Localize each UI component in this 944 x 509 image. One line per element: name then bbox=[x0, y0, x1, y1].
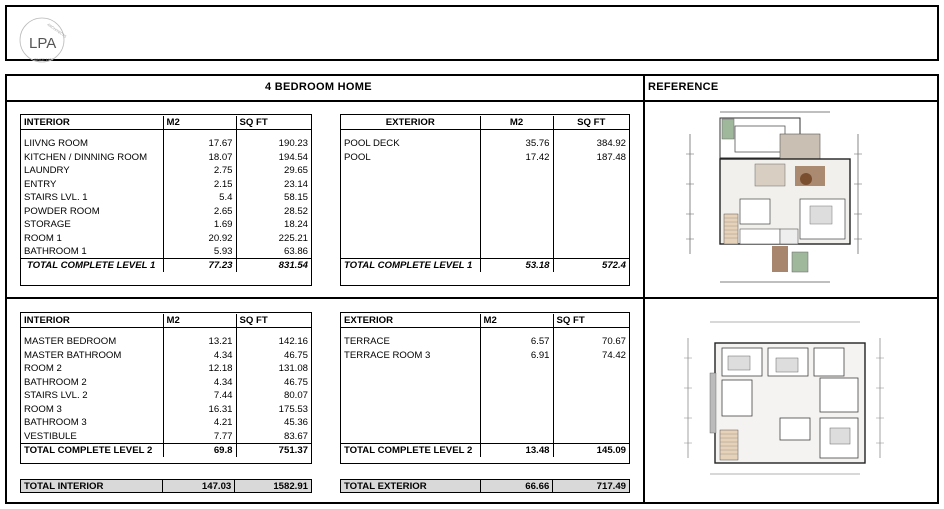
title-divider bbox=[5, 100, 939, 102]
page-title: 4 BEDROOM HOME bbox=[265, 81, 372, 93]
table-row: KITCHEN / DINNING ROOM 18.07 194.54 bbox=[21, 151, 311, 165]
level-divider bbox=[5, 297, 939, 299]
table-header bbox=[341, 314, 629, 327]
reference-divider bbox=[643, 74, 645, 504]
logo-since: SINCE 1987 bbox=[34, 58, 54, 62]
logo-initials: LPA bbox=[29, 35, 57, 52]
table-row: POOL 17.42 187.48 bbox=[341, 151, 629, 165]
table-row: BATHROOM 1 5.93 63.86 bbox=[21, 245, 311, 259]
table-row: POOL DECK 35.76 384.92 bbox=[341, 137, 629, 151]
table-row: TERRACE 6.57 70.67 bbox=[341, 335, 629, 349]
total-row: TOTAL COMPLETE LEVEL 1 53.18 572.4 bbox=[341, 259, 629, 273]
table-row: STAIRS LVL. 2 7.44 80.07 bbox=[21, 389, 311, 403]
total-interior-label: TOTAL INTERIOR bbox=[21, 480, 163, 493]
table-header bbox=[341, 116, 629, 129]
table-row: BATHROOM 3 4.21 45.36 bbox=[21, 416, 311, 430]
total-interior-m2: 147.03 bbox=[162, 480, 235, 493]
header-cell: SQ FT bbox=[553, 314, 629, 327]
lpa-logo bbox=[15, 13, 77, 67]
table-row: STAIRS LVL. 1 5.4 58.15 bbox=[21, 191, 311, 205]
total-exterior-m2: 66.66 bbox=[480, 480, 553, 493]
level1-exterior-table bbox=[341, 116, 629, 272]
header-cell: M2 bbox=[480, 314, 553, 327]
table-row: VESTIBULE 7.77 83.67 bbox=[21, 430, 311, 444]
logo-arc-text: ARCHITECTS bbox=[46, 22, 68, 39]
total-exterior-label: TOTAL EXTERIOR bbox=[341, 480, 481, 493]
table-row: LAUNDRY 2.75 29.65 bbox=[21, 164, 311, 178]
level2-interior-table bbox=[21, 314, 311, 457]
table-row: ROOM 3 16.31 175.53 bbox=[21, 403, 311, 417]
header-cell: M2 bbox=[480, 116, 553, 129]
table-row: ENTRY 2.15 23.14 bbox=[21, 178, 311, 192]
table-row: MASTER BEDROOM 13.21 142.16 bbox=[21, 335, 311, 349]
table-row: BATHROOM 2 4.34 46.75 bbox=[21, 376, 311, 390]
header-bar bbox=[5, 5, 939, 61]
table-row: STORAGE 1.69 18.24 bbox=[21, 218, 311, 232]
total-row: TOTAL COMPLETE LEVEL 2 13.48 145.09 bbox=[341, 443, 629, 457]
header-cell: EXTERIOR bbox=[341, 314, 480, 327]
table-row: TERRACE ROOM 3 6.91 74.42 bbox=[341, 349, 629, 363]
header-cell: SQ FT bbox=[553, 116, 629, 129]
table-row: POWDER ROOM 2.65 28.52 bbox=[21, 205, 311, 219]
total-row: TOTAL COMPLETE LEVEL 2 69.8 751.37 bbox=[21, 443, 311, 457]
total-exterior-bar bbox=[340, 479, 630, 493]
level1-floor-plan bbox=[680, 104, 870, 292]
level2-floor-plan bbox=[680, 318, 890, 478]
table-row: MASTER BATHROOM 4.34 46.75 bbox=[21, 349, 311, 363]
header-cell: INTERIOR bbox=[21, 314, 163, 327]
table-row: LIIVNG ROOM 17.67 190.23 bbox=[21, 137, 311, 151]
header-cell: EXTERIOR bbox=[341, 116, 480, 129]
table-row: ROOM 1 20.92 225.21 bbox=[21, 232, 311, 246]
level1-interior-table bbox=[21, 116, 311, 272]
header-cell: SQ FT bbox=[236, 314, 311, 327]
total-interior-sqft: 1582.91 bbox=[235, 480, 312, 493]
table-header bbox=[21, 116, 311, 129]
header-cell: M2 bbox=[163, 116, 236, 129]
header-cell: M2 bbox=[163, 314, 236, 327]
level2-exterior-table bbox=[341, 314, 629, 457]
total-row: TOTAL COMPLETE LEVEL 1 77.23 831.54 bbox=[21, 259, 311, 273]
header-cell: INTERIOR bbox=[21, 116, 163, 129]
total-interior-bar bbox=[20, 479, 312, 493]
header-cell: SQ FT bbox=[236, 116, 311, 129]
reference-title: REFERENCE bbox=[648, 81, 719, 93]
table-row: ROOM 2 12.18 131.08 bbox=[21, 362, 311, 376]
total-exterior-sqft: 717.49 bbox=[553, 480, 630, 493]
table-header bbox=[21, 314, 311, 327]
